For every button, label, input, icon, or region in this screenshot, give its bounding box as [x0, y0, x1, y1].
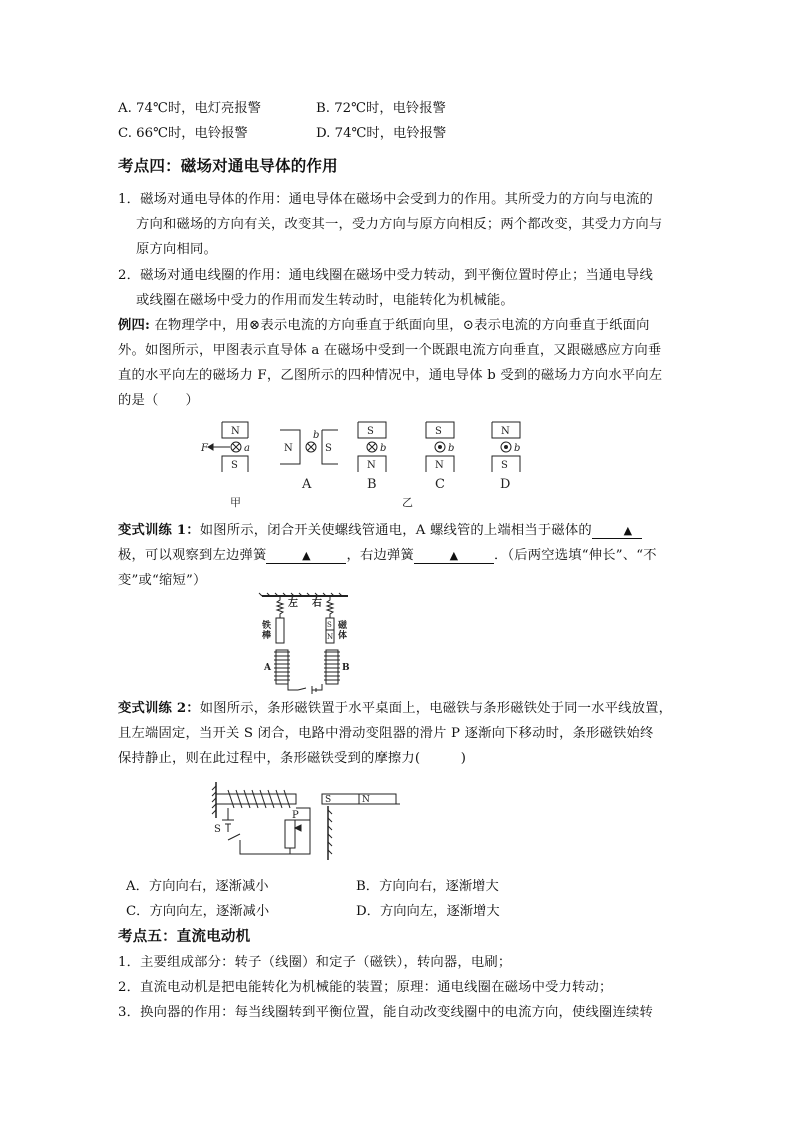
section4-p1-line2: 方向和磁场的方向有关，改变其一，受力方向与原方向相反；两个都改变，其受力方向与: [136, 217, 663, 232]
example4-line3: 直的水平向左的磁场力 F，乙图所示的四种情况中，通电导体 b 受到的磁场力方向水平向左: [118, 368, 663, 383]
drill1-text2b: ，右边弹簧: [346, 548, 414, 563]
drill1-blank2: [266, 549, 346, 564]
example4-line2: 外。如图所示，甲图表示直导体 a 在磁场中受到一个既跟电流方向垂直，又跟磁感应方向垂: [118, 343, 662, 358]
fig1-N: N: [327, 633, 334, 641]
drill1-text1: 如图所示，闭合开关使螺线管通电，A 螺线管的上端相当于磁体的: [199, 523, 592, 538]
blank-mark: ▲: [623, 524, 633, 537]
fig-label-D: D: [500, 477, 511, 492]
section4-p2-line2: 或线圈在磁场中受力的作用而发生转动时，电能转化为机械能。: [136, 293, 514, 308]
section5-line2: 2．直流电动机是把电能转化为机械能的装置；原理：通电线圈在磁场中受力转动；: [118, 980, 613, 995]
drill1-text2a: 极，可以观察到左边弹簧: [118, 548, 267, 563]
drill2-option-b: B．方向向右，逐渐增大: [356, 879, 499, 894]
fig2-P: P: [292, 810, 299, 821]
fig-D-b: b: [514, 443, 521, 454]
blank-mark: ▲: [449, 549, 459, 562]
fig-jia-a: a: [244, 443, 250, 454]
fig-label-A: A: [302, 477, 312, 492]
drill2-line2: 且左端固定，当开关 S 闭合，电路中滑动变阻器的滑片 P 逐渐向下移动时，条形磁铁始终: [118, 726, 654, 741]
example4-line4: 的是（ ）: [118, 393, 199, 408]
drill2-option-d: D．方向向左，逐渐增大: [356, 904, 500, 919]
example4-text1: 在物理学中，用⊗表示电流的方向垂直于纸面向里，⊙表示电流的方向垂直于纸面向: [150, 318, 650, 333]
fig-jia-S: S: [231, 460, 238, 471]
drill1-blank1: [592, 524, 642, 539]
example4-line1: [118, 317, 650, 335]
drill2-label: 变式训练 2：: [118, 701, 200, 716]
drill1-text2c: ．（后两空选填“伸长”、“不: [493, 548, 657, 563]
fig-D-N: N: [501, 426, 510, 437]
section5-line1: 1．主要组成部分：转子（线圈）和定子（磁铁），转向器，电刷；: [118, 955, 512, 970]
fig-A-S: S: [325, 443, 332, 454]
fig2-S-switch: S: [214, 824, 221, 835]
fig2-S-mag: S: [325, 795, 332, 805]
drill1-line2: [118, 547, 657, 565]
drill2-option-c: C．方向向左，逐渐减小: [126, 904, 270, 919]
fig-A-N: N: [284, 443, 293, 454]
fig1-iron1: 铁: [262, 621, 272, 631]
drill1-line3: 变”或“缩短”）: [118, 573, 207, 588]
fig-B-S: S: [367, 426, 374, 437]
fig-label-C: C: [435, 477, 445, 492]
section5-title: 考点五：直流电动机: [118, 928, 251, 945]
option-a-prev: A. 74℃时，电灯亮报警: [118, 101, 261, 116]
blank-mark: ▲: [302, 549, 311, 562]
drill2-option-a: A．方向向右，逐渐减小: [126, 879, 269, 894]
fig1-right: 右: [312, 598, 322, 609]
fig1-A: A: [264, 663, 271, 673]
fig-B-N: N: [367, 460, 376, 471]
fig1-S: S: [327, 621, 332, 629]
fig1-mag1: 磁: [338, 621, 348, 631]
drill2-line3: 保持静止，则在此过程中，条形磁铁受到的摩擦力( ): [118, 751, 467, 766]
drill2-text1: 如图所示，条形磁铁置于水平桌面上，电磁铁与条形磁铁处于同一水平线放置，: [199, 701, 673, 716]
fig-D-S: S: [501, 460, 508, 471]
fig-C-b: b: [448, 443, 455, 454]
section4-p1-line3: 原方向相同。: [136, 242, 217, 257]
section4-p1-line1: 1．磁场对通电导体的作用：通电导体在磁场中会受到力的作用。其所受力的方向与电流的: [118, 192, 654, 207]
drill2-figure: [210, 780, 410, 872]
fig-label-B: B: [367, 477, 377, 492]
fig2-N-mag: N: [362, 795, 370, 805]
fig-B-b: b: [380, 443, 387, 454]
fig1-iron2: 棒: [262, 631, 272, 641]
fig-C-S: S: [435, 426, 442, 437]
fig-C-N: N: [435, 460, 444, 471]
drill1-blank3: [414, 549, 494, 564]
fig-jia-N: N: [231, 426, 240, 437]
fig1-B: B: [342, 663, 350, 673]
drill1-label: 变式训练 1：: [118, 523, 200, 538]
section4-p2-line1: 2．磁场对通电线圈的作用：通电线圈在磁场中受力转动，到平衡位置时停止；当通电导线: [118, 268, 654, 283]
example4-figure: [200, 418, 540, 508]
drill1-figure: [258, 592, 358, 697]
option-d-prev: D. 74℃时，电铃报警: [316, 126, 447, 141]
fig-label-jia: 甲: [230, 496, 241, 508]
option-b-prev: B. 72℃时，电铃报警: [316, 101, 446, 116]
fig-A-b: b: [313, 430, 320, 441]
option-c-prev: C. 66℃时，电铃报警: [118, 126, 248, 141]
fig1-left: 左: [288, 598, 298, 609]
fig-label-yi: 乙: [402, 496, 413, 508]
fig1-mag2: 体: [338, 631, 348, 641]
section4-title: 考点四：磁场对通电导体的作用: [118, 156, 338, 175]
section5-line3: 3．换向器的作用：每当线圈转到平衡位置，能自动改变线圈中的电流方向，使线圈连续转: [118, 1005, 654, 1020]
fig-jia-F: F: [201, 443, 208, 454]
drill2-line1: [118, 700, 672, 718]
drill1-line1: [118, 522, 642, 540]
example4-label: 例四:: [118, 318, 151, 333]
